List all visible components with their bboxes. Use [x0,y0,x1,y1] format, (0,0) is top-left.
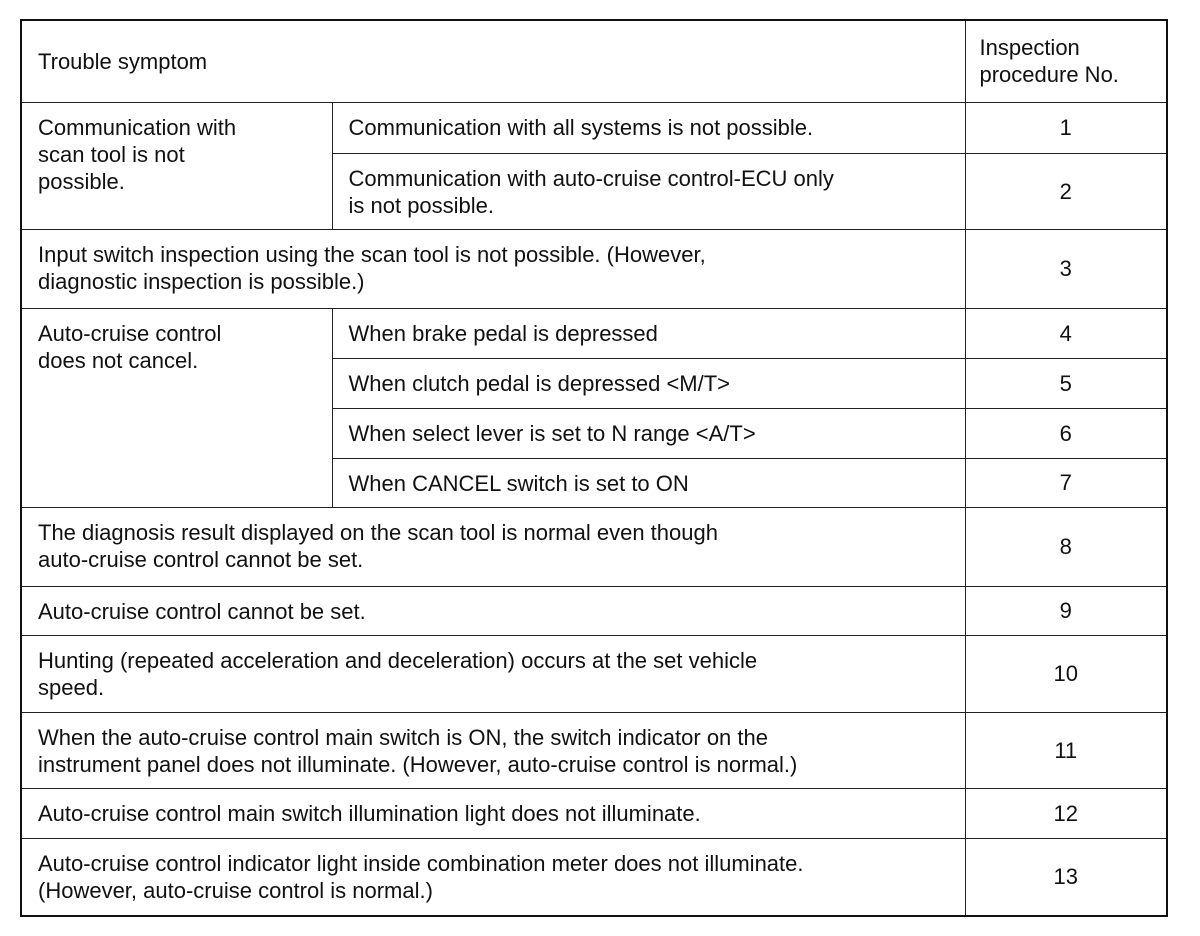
table-row [21,229,1167,308]
symptom-description: The diagnosis result displayed on the scan tool is normal even though auto-cruise control cannot be set. [21,507,965,586]
header-row [21,20,1167,102]
procedure-number: 5 [965,358,1167,408]
table-row [21,788,1167,838]
symptom-detail: When select lever is set to N range <A/T> [332,408,965,458]
trouble-symptom-table [20,19,1168,917]
inspection-procedure-header-line2: procedure No. [979,62,1119,88]
inspection-procedure-header [965,20,1167,102]
symptom-description: Input switch inspection using the scan tool is not possible. (However, diagnostic inspection is possible.) [21,229,965,308]
symptom-detail: Communication with auto-cruise control-ECU only is not possible. [332,153,965,229]
table-row [21,712,1167,788]
symptom-detail: When CANCEL switch is set to ON [332,458,965,507]
procedure-number: 12 [965,788,1167,838]
table-row [21,507,1167,586]
symptom-detail: When brake pedal is depressed [332,308,965,358]
procedure-number: 7 [965,458,1167,507]
procedure-number: 9 [965,586,1167,635]
table-row [21,586,1167,635]
table-row [21,635,1167,712]
symptom-description: Auto-cruise control indicator light inside combination meter does not illuminate. (However, auto-cruise control is normal.) [21,838,965,916]
table-row [21,838,1167,916]
group-symptom-does-not-cancel: Auto-cruise control does not cancel. [21,308,332,507]
trouble-symptom-header-label: Trouble symptom [38,48,208,74]
procedure-number: 8 [965,507,1167,586]
procedure-number: 1 [965,102,1167,153]
table-row [21,308,1167,358]
table-row [21,102,1167,153]
procedure-number: 4 [965,308,1167,358]
symptom-detail: Communication with all systems is not possible. [332,102,965,153]
procedure-number: 2 [965,153,1167,229]
procedure-number: 3 [965,229,1167,308]
procedure-number: 10 [965,635,1167,712]
group-symptom-communication: Communication with scan tool is not possible. [21,102,332,229]
trouble-symptom-header [21,20,965,102]
inspection-procedure-header-line1: Inspection [979,35,1080,61]
symptom-description: When the auto-cruise control main switch is ON, the switch indicator on the instrument panel does not illuminate. (However, auto-cruise control is normal.) [21,712,965,788]
procedure-number: 11 [965,712,1167,788]
symptom-description: Hunting (repeated acceleration and deceleration) occurs at the set vehicle speed. [21,635,965,712]
procedure-number: 6 [965,408,1167,458]
procedure-number: 13 [965,838,1167,916]
symptom-description: Auto-cruise control main switch illumination light does not illuminate. [21,788,965,838]
symptom-detail: When clutch pedal is depressed <M/T> [332,358,965,408]
symptom-description: Auto-cruise control cannot be set. [21,586,965,635]
